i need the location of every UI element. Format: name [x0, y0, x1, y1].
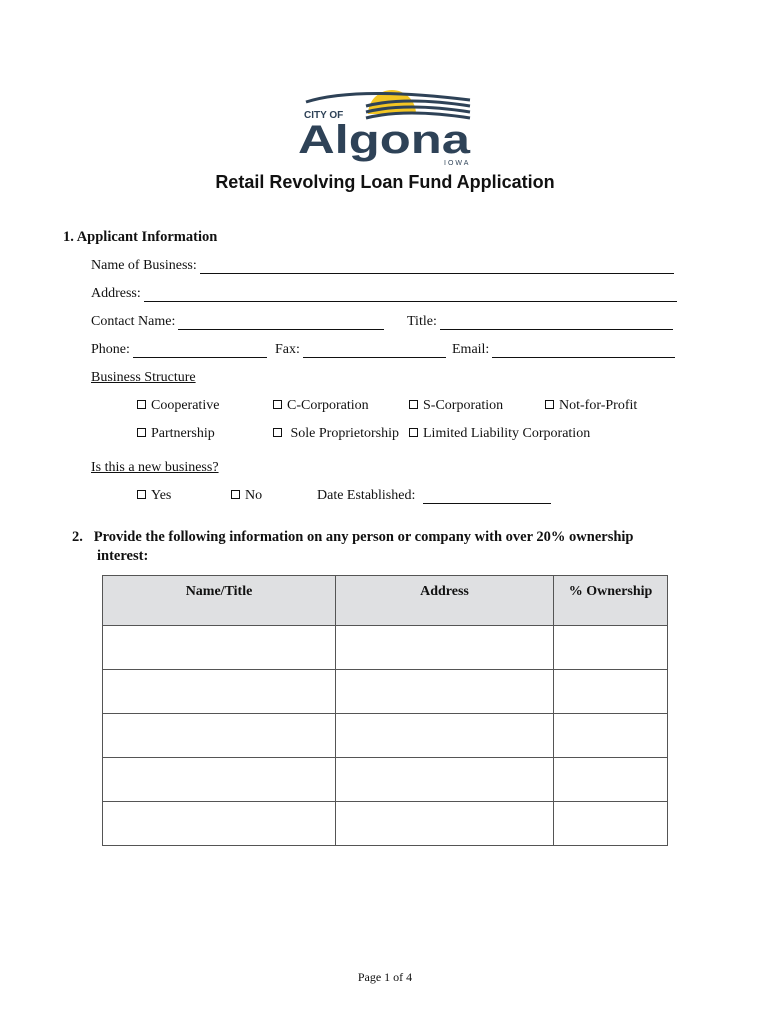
business-structure-label: Business Structure: [91, 370, 196, 385]
option-no[interactable]: [231, 488, 262, 504]
new-business-question: Is this a new business?: [91, 460, 219, 475]
table-row: [103, 714, 668, 758]
city-of-algona-logo: [296, 88, 476, 168]
column-address: Address: [336, 576, 554, 626]
option-llc[interactable]: [409, 426, 590, 442]
no-label: No: [245, 488, 263, 503]
contact-name-label: Contact Name:: [91, 314, 176, 329]
section1-heading: 1. Applicant Information: [63, 229, 218, 245]
checkbox-cooperative[interactable]: [137, 400, 146, 409]
fax-label: Fax:: [275, 342, 300, 357]
option-yes[interactable]: [137, 488, 171, 504]
email-label: Email:: [452, 342, 490, 357]
page-number: Page 1 of 4: [357, 970, 413, 984]
address-cell[interactable]: [336, 758, 554, 802]
ownership-cell[interactable]: [554, 626, 668, 670]
fax-row: [275, 342, 446, 358]
checkbox-yes[interactable]: [137, 490, 146, 499]
c-corporation-label: C-Corporation: [287, 398, 369, 413]
checkbox-c-corporation[interactable]: [273, 400, 282, 409]
yes-label: Yes: [151, 488, 172, 503]
option-partnership[interactable]: [137, 426, 215, 442]
cooperative-label: Cooperative: [151, 398, 220, 413]
name-title-cell[interactable]: [103, 758, 336, 802]
address-cell[interactable]: [336, 714, 554, 758]
name-title-cell[interactable]: [103, 670, 336, 714]
date-established-row: [317, 488, 551, 504]
s-corporation-label: S-Corporation: [423, 398, 504, 413]
fax-field[interactable]: [303, 343, 446, 358]
ownership-cell[interactable]: [554, 670, 668, 714]
not-for-profit-label: Not-for-Profit: [559, 398, 638, 413]
table-row: [103, 670, 668, 714]
name-of-business-field[interactable]: [200, 259, 674, 274]
name-of-business-label: Name of Business:: [91, 258, 197, 273]
ownership-header-row: [103, 576, 668, 626]
address-row: [91, 286, 677, 302]
name-title-cell[interactable]: [103, 714, 336, 758]
contact-name-field[interactable]: [178, 315, 384, 330]
table-row: [103, 626, 668, 670]
option-not-for-profit[interactable]: [545, 398, 637, 414]
phone-field[interactable]: [133, 343, 267, 358]
name-title-cell[interactable]: [103, 802, 336, 846]
title-label: Title:: [407, 314, 437, 329]
logo-algona: Algona: [298, 118, 471, 162]
email-row: [452, 342, 675, 358]
ownership-cell[interactable]: [554, 802, 668, 846]
column-ownership: % Ownership: [554, 576, 668, 626]
checkbox-no[interactable]: [231, 490, 240, 499]
contact-name-row: [91, 314, 384, 330]
title-row: [407, 314, 673, 330]
address-field[interactable]: [144, 287, 677, 302]
option-s-corporation[interactable]: [409, 398, 503, 414]
address-cell[interactable]: [336, 670, 554, 714]
column-name-title: Name/Title: [103, 576, 336, 626]
table-row: [103, 802, 668, 846]
name-of-business-row: [91, 258, 674, 274]
ownership-cell[interactable]: [554, 714, 668, 758]
checkbox-llc[interactable]: [409, 428, 418, 437]
checkbox-not-for-profit[interactable]: [545, 400, 554, 409]
table-row: [103, 758, 668, 802]
phone-row: [91, 342, 267, 358]
logo-city-of: CITY OF: [304, 110, 344, 121]
partnership-label: Partnership: [151, 426, 215, 441]
date-established-label: Date Established:: [317, 488, 416, 503]
section2-heading-line2: interest:: [97, 548, 149, 564]
date-established-field[interactable]: [423, 489, 551, 504]
checkbox-partnership[interactable]: [137, 428, 146, 437]
option-cooperative[interactable]: [137, 398, 219, 414]
logo-iowa: IOWA: [444, 160, 471, 167]
form-title: Retail Revolving Loan Fund Application: [215, 172, 555, 192]
phone-label: Phone:: [91, 342, 130, 357]
sole-proprietorship-label: Sole Proprietorship: [287, 426, 399, 441]
section2-heading-line1: 2. Provide the following information on any person or company with over 20% ownership: [72, 529, 634, 545]
llc-label: Limited Liability Corporation: [423, 426, 591, 441]
option-sole-proprietorship[interactable]: [273, 426, 399, 442]
address-cell[interactable]: [336, 802, 554, 846]
option-c-corporation[interactable]: [273, 398, 369, 414]
title-field[interactable]: [440, 315, 673, 330]
name-title-cell[interactable]: [103, 626, 336, 670]
address-label: Address:: [91, 286, 141, 301]
email-field[interactable]: [492, 343, 675, 358]
checkbox-s-corporation[interactable]: [409, 400, 418, 409]
ownership-table: [102, 575, 668, 846]
ownership-cell[interactable]: [554, 758, 668, 802]
checkbox-sole-proprietorship[interactable]: [273, 428, 282, 437]
address-cell[interactable]: [336, 626, 554, 670]
